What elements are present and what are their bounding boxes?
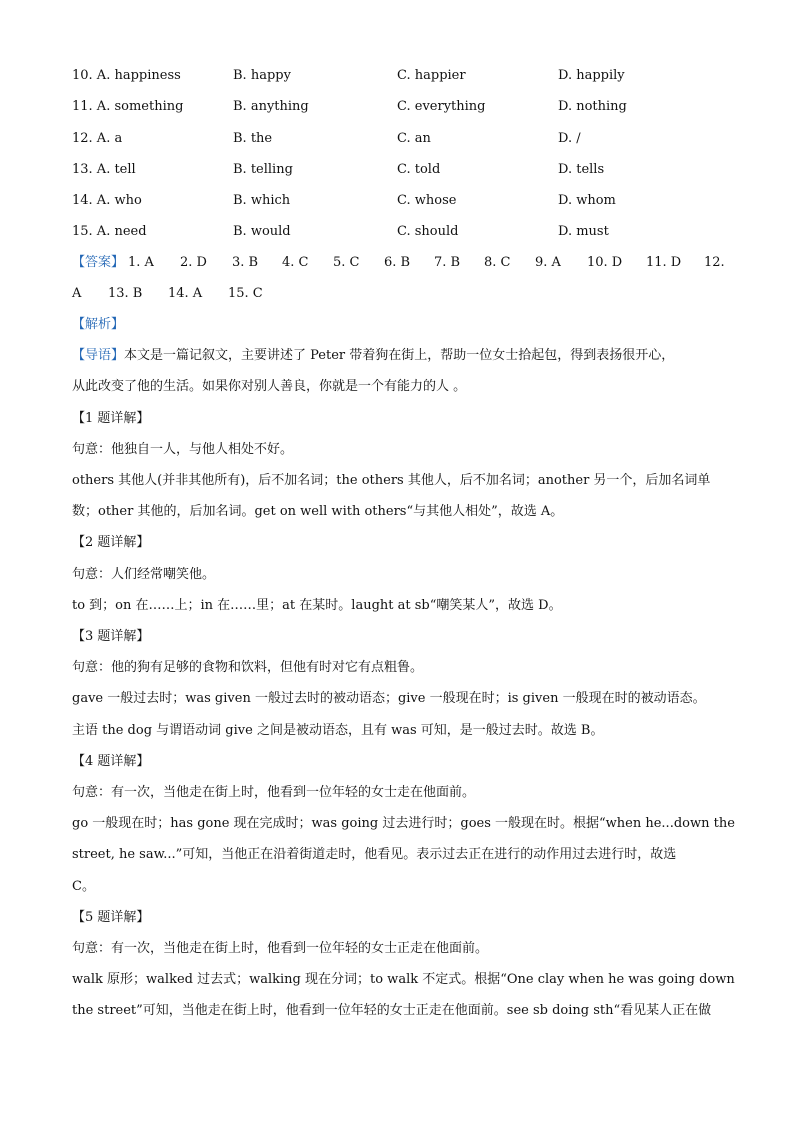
answer-item: 3. B xyxy=(232,255,259,270)
detail-line: 数；other 其他的，后加名词。get on well with others“与其他人相处”，故选 A。 xyxy=(72,504,564,519)
detail-title-3: 【3 题详解】 xyxy=(72,629,150,644)
option-d: D. / xyxy=(558,131,581,146)
detail-line: walk 原形；walked 过去式；walking 现在分词；to walk 不定式。根据“One clay when he was going down xyxy=(72,972,735,987)
option-c: C. an xyxy=(397,131,431,146)
option-d: D. nothing xyxy=(558,99,627,114)
answer-row-2 xyxy=(72,284,722,304)
option-c: C. everything xyxy=(397,99,486,114)
answer-item: 15. C xyxy=(228,286,263,301)
detail-line: go 一般现在时；has gone 现在完成时；was going 过去进行时；goes 一般现在时。根据“when he...down the xyxy=(72,816,735,831)
option-row-13 xyxy=(72,160,762,180)
analysis-label: 【解析】 xyxy=(72,317,125,332)
detail-line: 句意：他独自一人，与他人相处不好。 xyxy=(72,442,294,457)
answer-item: 2. D xyxy=(180,255,207,270)
answer-row-1 xyxy=(72,253,725,273)
answer-item: 11. D xyxy=(646,255,682,270)
option-b: B. would xyxy=(233,224,291,239)
intro-line-2: 从此改变了他的生活。如果你对别人善良，你就是一个有能力的人 。 xyxy=(72,379,467,394)
option-a: 13. A. tell xyxy=(72,162,136,177)
option-d: D. whom xyxy=(558,193,616,208)
detail-title-1: 【1 题详解】 xyxy=(72,411,150,426)
detail-line: 句意：有一次，当他走在街上时，他看到一位年轻的女士正走在他面前。 xyxy=(72,941,489,956)
option-a: 15. A. need xyxy=(72,224,147,239)
option-row-15 xyxy=(72,222,762,242)
detail-line: the street”可知，当他走在街上时，他看到一位年轻的女士正走在他面前。see sb doing sth“看见某人正在做 xyxy=(72,1003,712,1018)
option-a: 14. A. who xyxy=(72,193,142,208)
answer-item: A xyxy=(72,286,82,301)
option-a: 11. A. something xyxy=(72,99,184,114)
option-d: D. must xyxy=(558,224,609,239)
detail-line: C。 xyxy=(72,879,95,894)
detail-line: 句意：有一次，当他走在街上时，他看到一位年轻的女士走在他面前。 xyxy=(72,785,476,800)
detail-line: street, he saw...”可知，当他正在沿着街道走时，他看见。表示过去正在进行的动作用过去进行时，故选 xyxy=(72,847,677,862)
option-c: C. whose xyxy=(397,193,457,208)
detail-line: 主语 the dog 与谓语动词 give 之间是被动语态，且有 was 可知，是一般过去时。故选 B。 xyxy=(72,723,604,738)
option-d: D. tells xyxy=(558,162,605,177)
answer-item: 8. C xyxy=(484,255,511,270)
detail-line: 句意：他的狗有足够的食物和饮料，但他有时对它有点粗鲁。 xyxy=(72,660,424,675)
detail-line: 句意：人们经常嘲笑他。 xyxy=(72,567,216,582)
answer-item: 1. A xyxy=(128,255,154,270)
option-b: B. the xyxy=(233,131,273,146)
detail-line: gave 一般过去时；was given 一般过去时的被动语态；give 一般现在时；is given 一般现在时的被动语态。 xyxy=(72,691,706,706)
intro-text-1: 本文是一篇记叙文，主要讲述了 Peter 带着狗在街上，帮助一位女士拾起包，得到表扬很开心， xyxy=(124,348,675,363)
detail-line: others 其他人(并非其他所有)，后不加名词；the others 其他人，后不加名词；another 另一个，后加名词单 xyxy=(72,473,711,488)
option-d: D. happily xyxy=(558,68,625,83)
answer-item: 7. B xyxy=(434,255,461,270)
option-row-12 xyxy=(72,129,762,149)
intro-line-1 xyxy=(72,346,732,366)
option-c: C. should xyxy=(397,224,459,239)
answer-item: 9. A xyxy=(535,255,561,270)
option-row-14 xyxy=(72,191,762,211)
answer-item: 6. B xyxy=(384,255,411,270)
answer-label: 【答案】 xyxy=(72,255,125,270)
answer-item: 14. A xyxy=(168,286,203,301)
option-c: C. told xyxy=(397,162,441,177)
option-c: C. happier xyxy=(397,68,466,83)
answer-item: 4. C xyxy=(282,255,309,270)
answer-item: 12. xyxy=(704,255,725,270)
option-b: B. telling xyxy=(233,162,293,177)
answer-item: 13. B xyxy=(108,286,143,301)
option-a: 10. A. happiness xyxy=(72,68,181,83)
option-row-10 xyxy=(72,66,762,86)
option-b: B. which xyxy=(233,193,291,208)
answer-item: 5. C xyxy=(333,255,360,270)
option-b: B. anything xyxy=(233,99,309,114)
option-a: 12. A. a xyxy=(72,131,123,146)
detail-title-5: 【5 题详解】 xyxy=(72,910,150,925)
detail-line: to 到；on 在……上；in 在……里；at 在某时。laught at sb“嘲笑某人”，故选 D。 xyxy=(72,598,562,613)
answer-item: 10. D xyxy=(587,255,623,270)
detail-title-2: 【2 题详解】 xyxy=(72,535,150,550)
intro-label: 【导语】 xyxy=(72,348,125,363)
detail-title-4: 【4 题详解】 xyxy=(72,754,150,769)
option-b: B. happy xyxy=(233,68,291,83)
option-row-11 xyxy=(72,97,762,117)
